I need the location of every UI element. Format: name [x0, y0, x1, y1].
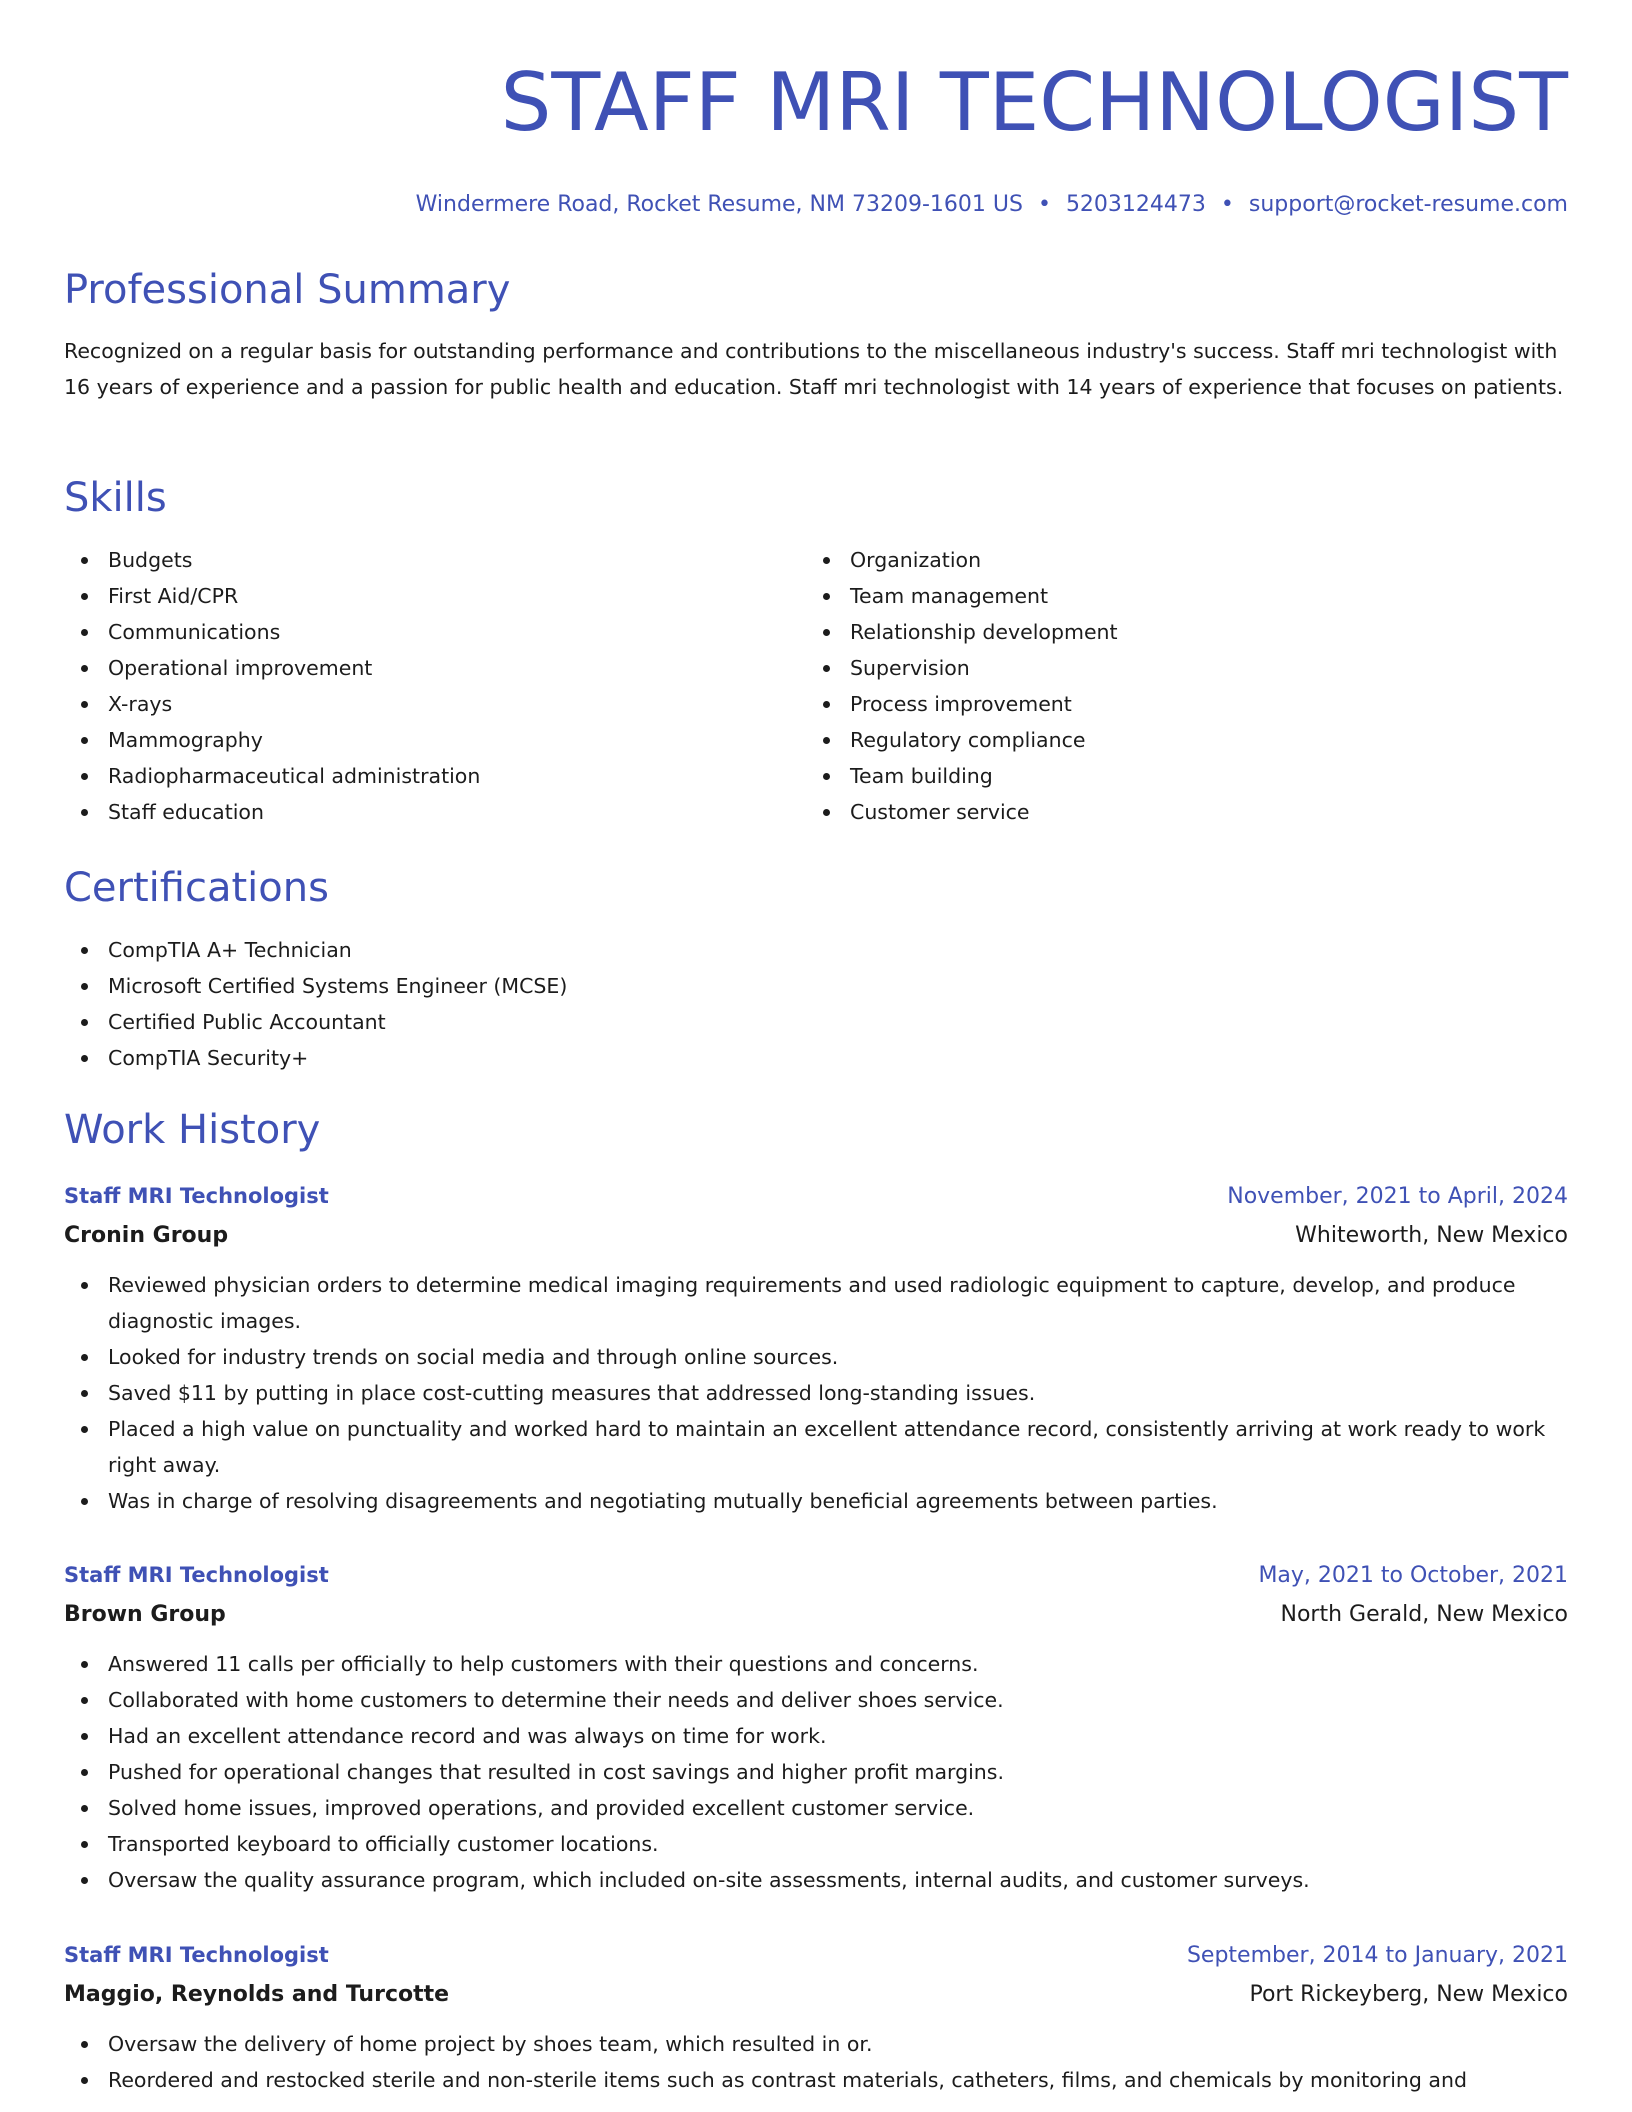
- certifications-list: [64, 932, 1568, 1076]
- contact-line: [64, 190, 1568, 220]
- job-location: North Gerald, New Mexico: [1280, 1602, 1568, 1627]
- contact-address: Windermere Road, Rocket Resume, NM 73209-1601 US: [415, 192, 1023, 217]
- job-bullet: Looked for industry trends on social media and through online sources.: [64, 1339, 1568, 1375]
- skill-item: Operational improvement: [64, 650, 804, 686]
- skill-item: Customer service: [806, 794, 1546, 830]
- skill-item: Supervision: [806, 650, 1546, 686]
- contact-separator: •: [1220, 192, 1234, 217]
- job-title: Staff MRI Technologist: [64, 1943, 329, 1967]
- skill-item: Communications: [64, 614, 804, 650]
- job-company: Brown Group: [64, 1602, 226, 1627]
- certifications-heading: Certifications: [64, 865, 329, 911]
- job-bullets: [64, 2026, 1568, 2098]
- job-dates: November, 2021 to April, 2024: [1227, 1184, 1568, 1209]
- skill-item: Regulatory compliance: [806, 722, 1546, 758]
- job-company: Maggio, Reynolds and Turcotte: [64, 1982, 450, 2007]
- job-bullet: Was in charge of resolving disagreements and negotiating mutually beneficial agreements between parties.: [64, 1483, 1568, 1519]
- job-bullet: Saved $11 by putting in place cost-cutting measures that addressed long-standing issues.: [64, 1375, 1568, 1411]
- job-bullet: Reviewed physician orders to determine medical imaging requirements and used radiologic equipment to capture, develop, and produce diagnostic images.: [64, 1267, 1568, 1339]
- certification-item: Microsoft Certified Systems Engineer (MCSE): [64, 968, 1568, 1004]
- skill-item: Radiopharmaceutical administration: [64, 758, 804, 794]
- skill-item: X-rays: [64, 686, 804, 722]
- job-entry: [64, 1555, 1568, 1898]
- skill-item: Budgets: [64, 542, 804, 578]
- skills-heading: Skills: [64, 475, 167, 521]
- job-bullets: [64, 1646, 1568, 1898]
- skill-item: Mammography: [64, 722, 804, 758]
- skill-item: First Aid/CPR: [64, 578, 804, 614]
- job-bullet: Answered 11 calls per officially to help customers with their questions and concerns.: [64, 1646, 1568, 1682]
- job-title: Staff MRI Technologist: [64, 1563, 329, 1587]
- summary-heading: Professional Summary: [64, 267, 511, 313]
- job-bullets: [64, 1267, 1568, 1519]
- job-entry: [64, 1176, 1568, 1519]
- job-bullet: Oversaw the delivery of home project by shoes team, which resulted in or.: [64, 2026, 1568, 2062]
- resume-title: STAFF MRI TECHNOLOGIST: [500, 56, 1568, 149]
- contact-separator: •: [1037, 192, 1051, 217]
- summary-text: Recognized on a regular basis for outstanding performance and contributions to the miscellaneous industry's success. Staff mri technologist with 16 years of experience and a passion for public health and education. Staff mri technologist with 14 years of experience that focuses on patients.: [64, 339, 1564, 399]
- job-entry: [64, 1935, 1568, 2098]
- job-bullet: Solved home issues, improved operations, and provided excellent customer service.: [64, 1790, 1568, 1826]
- job-title: Staff MRI Technologist: [64, 1184, 329, 1208]
- resume-page: [64, 0, 1568, 2092]
- skill-item: Relationship development: [806, 614, 1546, 650]
- certification-item: CompTIA A+ Technician: [64, 932, 1568, 968]
- certification-item: Certified Public Accountant: [64, 1004, 1568, 1040]
- job-bullet: Pushed for operational changes that resulted in cost savings and higher profit margins.: [64, 1754, 1568, 1790]
- job-dates: September, 2014 to January, 2021: [1186, 1943, 1568, 1968]
- work-history-heading: Work History: [64, 1107, 321, 1153]
- certification-item: CompTIA Security+: [64, 1040, 1568, 1076]
- job-bullet: Transported keyboard to officially customer locations.: [64, 1826, 1568, 1862]
- skill-item: Organization: [806, 542, 1546, 578]
- job-bullet: Had an excellent attendance record and was always on time for work.: [64, 1718, 1568, 1754]
- job-location: Whiteworth, New Mexico: [1295, 1223, 1568, 1248]
- job-bullet: Reordered and restocked sterile and non-sterile items such as contrast materials, catheters, films, and chemicals by monitoring and: [64, 2062, 1568, 2098]
- job-location: Port Rickeyberg, New Mexico: [1249, 1982, 1568, 2007]
- skills-list-left: [64, 542, 804, 830]
- skills-list-right: [806, 542, 1546, 830]
- contact-phone: 5203124473: [1065, 192, 1206, 217]
- skill-item: Staff education: [64, 794, 804, 830]
- skill-item: Process improvement: [806, 686, 1546, 722]
- skill-item: Team building: [806, 758, 1546, 794]
- job-bullet: Placed a high value on punctuality and worked hard to maintain an excellent attendance record, consistently arriving at work ready to work right away.: [64, 1411, 1568, 1483]
- job-dates: May, 2021 to October, 2021: [1258, 1563, 1568, 1588]
- skill-item: Team management: [806, 578, 1546, 614]
- job-bullet: Collaborated with home customers to determine their needs and deliver shoes service.: [64, 1682, 1568, 1718]
- job-bullet: Oversaw the quality assurance program, which included on-site assessments, internal audits, and customer surveys.: [64, 1862, 1568, 1898]
- job-company: Cronin Group: [64, 1223, 229, 1248]
- contact-email[interactable]: support@rocket-resume.com: [1248, 192, 1568, 217]
